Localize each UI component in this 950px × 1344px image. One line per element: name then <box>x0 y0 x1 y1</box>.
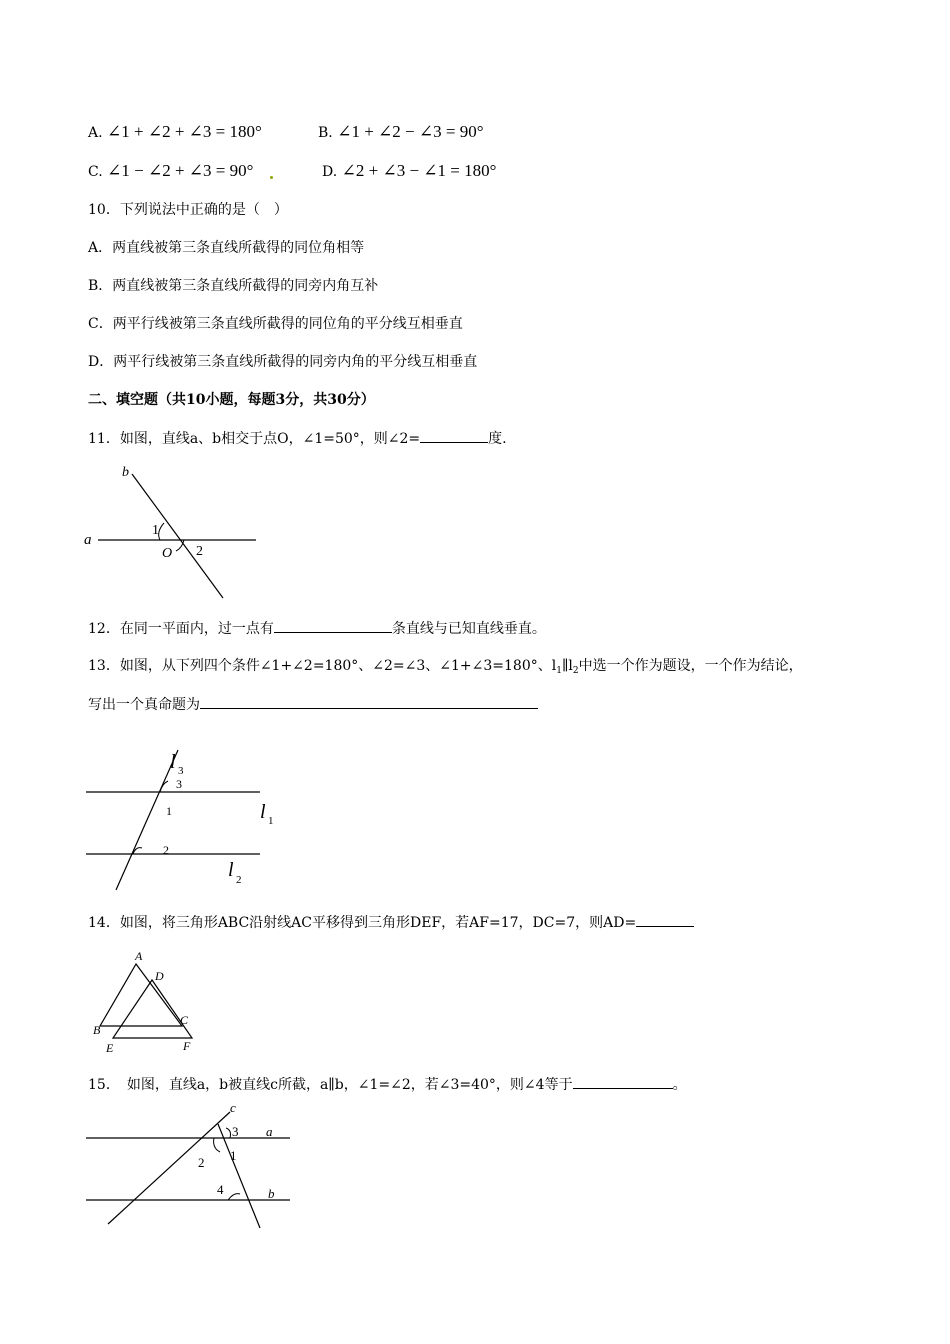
q10-option-d: D．两平行线被第三条直线所截得的同旁内角的平分线互相垂直 <box>88 354 478 370</box>
q13-prompt: 写出一个真命题为 <box>88 697 200 713</box>
q14-label-a: A <box>135 949 143 963</box>
q11-stem: 11．如图，直线a、b相交于点O，∠1=50°，则∠2= <box>88 431 421 447</box>
q12-text <box>88 618 546 639</box>
q14-label-d: D <box>155 969 164 983</box>
q12-answer-blank[interactable] <box>274 618 392 633</box>
stray-mark <box>270 176 273 179</box>
q11-label-o: O <box>162 546 173 561</box>
q15-label-a: a <box>266 1124 273 1139</box>
q14-text <box>88 912 694 933</box>
q14-answer-blank[interactable] <box>636 912 694 927</box>
q9-option-a-expr: ∠1 + ∠2 + ∠3 = 180° <box>107 122 262 141</box>
q11-unit: 度. <box>488 431 507 447</box>
q14-label-f: F <box>183 1039 191 1053</box>
q13-label-angle2: 2 <box>163 843 169 857</box>
q13-label-angle1: 1 <box>166 804 172 818</box>
q13-answer-blank[interactable] <box>200 694 538 709</box>
q15-text <box>88 1074 687 1095</box>
q15-figure <box>80 1098 300 1233</box>
q9-option-c <box>88 161 253 182</box>
q9-option-a <box>88 122 262 143</box>
q15-label-c: c <box>230 1100 236 1115</box>
q15-label-3: 3 <box>232 1124 239 1139</box>
q13-label-l1: l <box>260 801 266 823</box>
q9-option-d <box>322 161 496 182</box>
q9-option-b-label: B. <box>318 125 333 141</box>
q10-stem: 10．下列说法中正确的是（ ） <box>88 202 288 218</box>
q15-label-4: 4 <box>217 1182 224 1197</box>
q9-option-b <box>318 122 484 143</box>
q9-option-d-label: D. <box>322 164 338 180</box>
q13-stem: 13．如图，从下列四个条件∠1+∠2=180°、∠2=∠3、∠1+∠3=180°、l <box>88 658 557 674</box>
q15-label-b: b <box>268 1186 275 1201</box>
q14-stem: 14．如图，将三角形ABC沿射线AC平移得到三角形DEF，若AF=17，DC=7，则AD= <box>88 915 637 931</box>
q13-label-l2: l <box>228 859 234 881</box>
q11-label-1: 1 <box>152 523 159 538</box>
q11-label-2: 2 <box>196 544 203 559</box>
q11-figure <box>80 460 270 605</box>
q9-option-c-expr: ∠1 − ∠2 + ∠3 = 90° <box>107 161 254 180</box>
q15-label-2: 2 <box>198 1155 205 1170</box>
q13-sub-1: 1 <box>556 666 562 676</box>
q12-stem: 12．在同一平面内，过一点有 <box>88 621 274 637</box>
q13-label-angle3: 3 <box>176 777 182 791</box>
q13-text <box>88 656 803 681</box>
q11-answer-blank[interactable] <box>420 428 488 443</box>
q9-option-c-label: C. <box>88 164 103 180</box>
q9-option-d-expr: ∠2 + ∠3 − ∠1 = 180° <box>341 161 497 180</box>
q13-stem-tail: 中选一个作为题设，一个作为结论， <box>578 658 803 674</box>
q14-figure <box>88 946 203 1058</box>
q10-option-a: A．两直线被第三条直线所截得的同位角相等 <box>88 240 365 256</box>
q13-label-l3: l <box>170 751 176 773</box>
q13-line2 <box>88 694 538 715</box>
q13-sub-2: 2 <box>572 666 579 676</box>
q12-tail: 条直线与已知直线垂直。 <box>391 621 546 637</box>
q14-label-e: E <box>106 1041 114 1055</box>
q9-option-b-expr: ∠1 + ∠2 − ∠3 = 90° <box>337 122 484 141</box>
q11-label-a: a <box>84 532 92 548</box>
section-heading: 二、填空题（共10小题，每题3分，共30分） <box>88 392 375 408</box>
q15-stem: 15． 如图，直线a，b被直线c所截，a∥b，∠1=∠2，若∠3=40°，则∠4等于 <box>88 1077 573 1093</box>
q9-option-a-label: A. <box>88 125 103 141</box>
q15-label-1: 1 <box>230 1148 237 1163</box>
q13-figure <box>80 742 290 897</box>
q13-label-l2-sub: 2 <box>236 874 242 886</box>
q14-label-c: C <box>180 1013 189 1027</box>
q13-label-l1-sub: 1 <box>268 815 274 827</box>
q15-answer-blank[interactable] <box>573 1074 673 1089</box>
q10-option-c: C．两平行线被第三条直线所截得的同位角的平分线互相垂直 <box>88 316 463 332</box>
q14-label-b: B <box>93 1023 101 1037</box>
q15-tail: 。 <box>672 1077 687 1093</box>
q11-label-b: b <box>122 465 129 480</box>
q13-label-l3-sub: 3 <box>178 765 184 777</box>
q13-parallel: ∥l <box>561 658 573 674</box>
q11-text <box>88 428 507 449</box>
q10-option-b: B．两直线被第三条直线所截得的同旁内角互补 <box>88 278 379 294</box>
